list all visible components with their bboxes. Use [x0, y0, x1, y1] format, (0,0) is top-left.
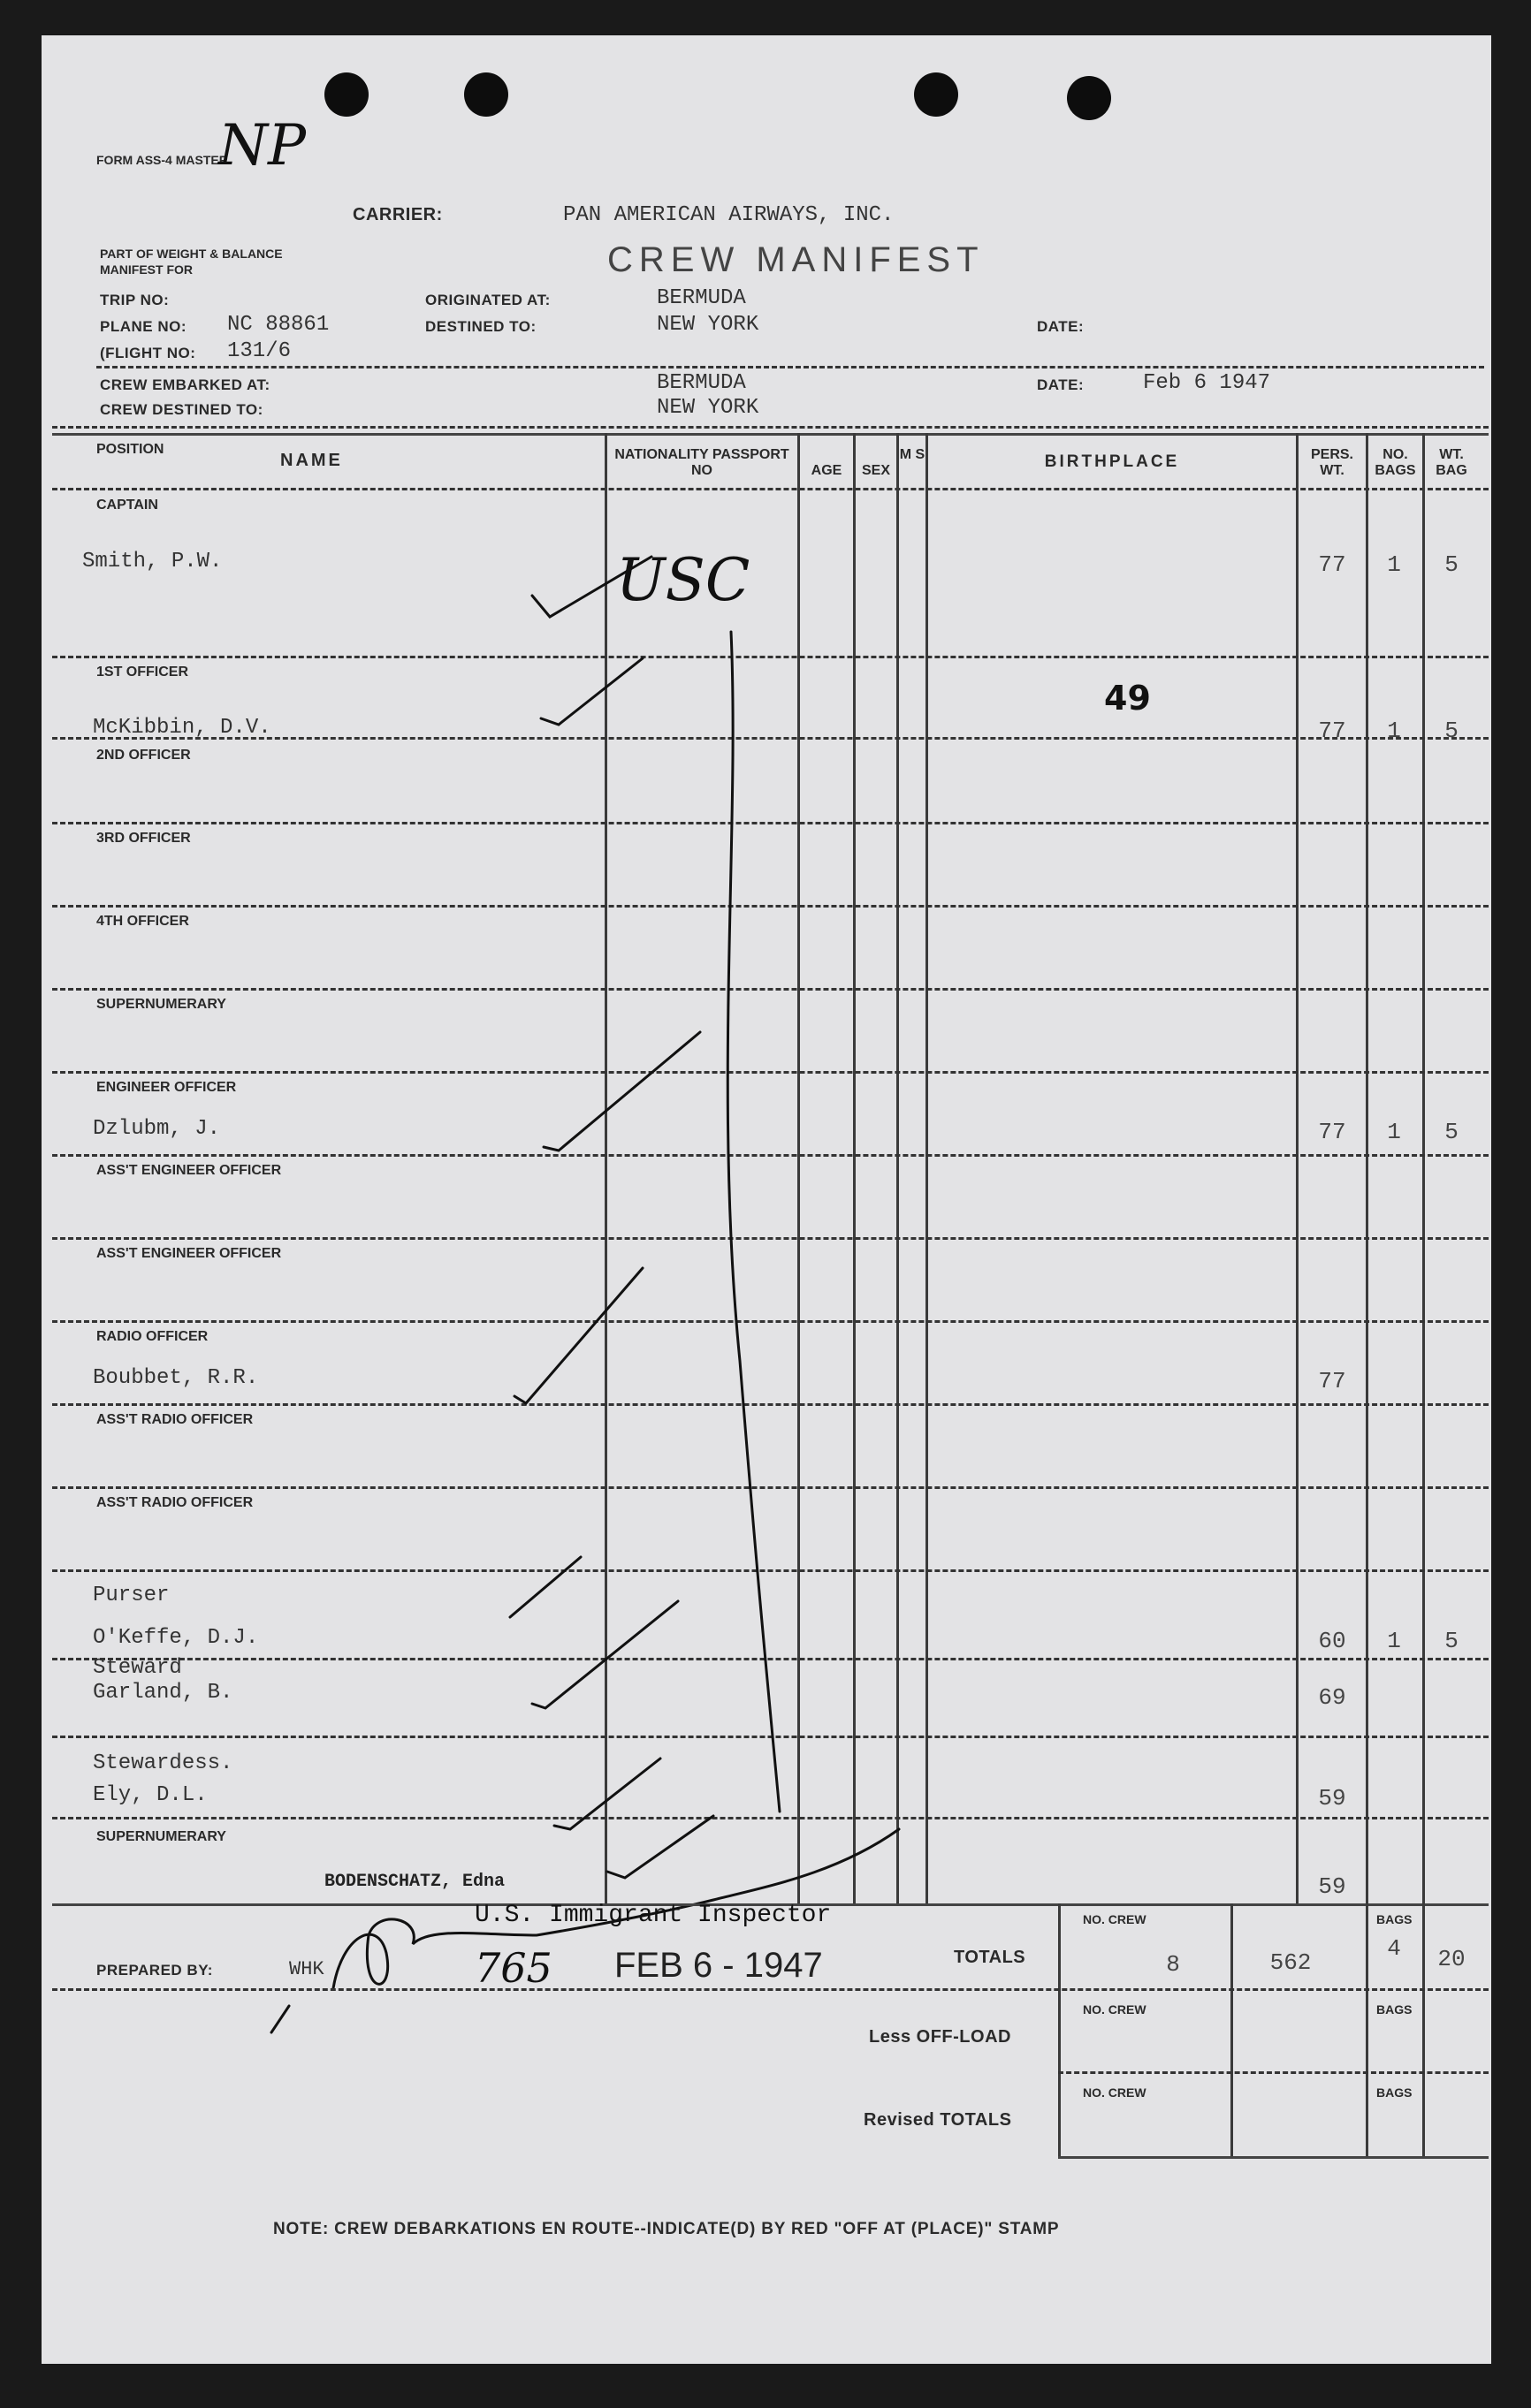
originated-value: BERMUDA: [657, 286, 746, 310]
plane-no-label: PLANE NO:: [100, 318, 187, 335]
stamp-badge: 765: [475, 1944, 552, 1992]
check-mark-icon: [532, 1601, 678, 1708]
handwriting-overlay: [42, 35, 1491, 2364]
row-name: Smith, P.W.: [82, 550, 223, 574]
row-pers-wt: 77: [1318, 551, 1346, 578]
row-position: ASS'T RADIO OFFICER: [96, 1412, 254, 1427]
carrier-label: CARRIER:: [353, 205, 443, 224]
totals-bags: 4: [1387, 1935, 1401, 1962]
row-pers-wt: 59: [1318, 1785, 1346, 1812]
trip-no-label: TRIP NO:: [100, 292, 170, 308]
row-wt-bag: 5: [1444, 718, 1459, 744]
stamp-title: U.S. Immigrant Inspector: [475, 1902, 832, 1929]
row-position: 3RD OFFICER: [96, 831, 191, 846]
row-pers-wt: 60: [1318, 1628, 1346, 1654]
prepared-by-value: WHK: [289, 1958, 324, 1980]
destined-value: NEW YORK: [657, 313, 759, 337]
totals-bag-weight: 20: [1437, 1946, 1466, 1972]
row-position: ASS'T ENGINEER OFFICER: [96, 1163, 282, 1178]
col-wt-bag: WT. BAG: [1436, 447, 1467, 478]
flight-no-label: (FLIGHT NO:: [100, 345, 196, 361]
row-position: 1ST OFFICER: [96, 665, 189, 680]
row-pers-wt: 69: [1318, 1684, 1346, 1711]
handwritten-initials: USC: [616, 546, 750, 614]
date-label: DATE:: [1037, 318, 1085, 335]
row-name: Boubbet, R.R.: [93, 1366, 259, 1390]
col-nationality: NATIONALITY PASSPORT NO: [614, 447, 789, 478]
crew-destined-label: CREW DESTINED TO:: [100, 401, 263, 418]
form-number: FORM ASS-4 MASTER: [96, 153, 228, 167]
prepared-by-label: PREPARED BY:: [96, 1962, 213, 1979]
row-position: Steward: [93, 1656, 182, 1680]
check-mark-icon: [514, 1268, 643, 1403]
revised-totals-label: Revised TOTALS: [864, 2110, 1012, 2130]
row-name: Dzlubm, J.: [93, 1117, 221, 1141]
row-name: McKibbin, D.V.: [93, 716, 271, 740]
row-position: SUPERNUMERARY: [96, 997, 226, 1012]
row-position: Stewardess.: [93, 1751, 233, 1775]
carrier-value: PAN AMERICAN AIRWAYS, INC.: [563, 203, 895, 227]
row-position: ASS'T ENGINEER OFFICER: [96, 1246, 282, 1261]
row-name: BODENSCHATZ, Edna: [324, 1872, 506, 1892]
row-position: Purser: [93, 1584, 170, 1607]
row-no-bags: 1: [1387, 1628, 1401, 1654]
guide-line: [727, 632, 780, 1812]
check-mark-icon: [541, 658, 643, 725]
row-pers-wt: 77: [1318, 1368, 1346, 1394]
bags-label: BAGS: [1376, 1912, 1413, 1926]
check-mark-icon: [510, 1557, 581, 1617]
stamp-date: FEB 6 - 1947: [614, 1946, 823, 1985]
row-position: SUPERNUMERARY: [96, 1829, 226, 1844]
part-of-label: PART OF WEIGHT & BALANCE MANIFEST FOR: [100, 247, 283, 277]
birthplace-number: 49: [1104, 679, 1151, 718]
row-wt-bag: 5: [1444, 551, 1459, 578]
embarked-value: BERMUDA: [657, 371, 746, 395]
col-ms: M S: [899, 447, 925, 462]
totals-label: TOTALS: [954, 1948, 1026, 1967]
originated-label: ORIGINATED AT:: [425, 292, 551, 308]
no-crew-label: NO. CREW: [1083, 2002, 1146, 2017]
check-mark-icon: [607, 1816, 713, 1878]
row-wt-bag: 5: [1444, 1119, 1459, 1145]
crew-destined-value: NEW YORK: [657, 396, 759, 420]
manifest-page: [42, 35, 1491, 2364]
col-pers-wt: PERS. WT.: [1310, 447, 1353, 478]
col-age: AGE: [811, 463, 842, 478]
row-no-bags: 1: [1387, 551, 1401, 578]
row-name: Ely, D.L.: [93, 1783, 208, 1807]
totals-weight: 562: [1269, 1949, 1312, 1976]
bags-label: BAGS: [1376, 2002, 1413, 2017]
note: NOTE: CREW DEBARKATIONS EN ROUTE--INDICATE(D) BY RED "OFF AT (PLACE)" STAMP: [273, 2220, 1060, 2238]
row-no-bags: 1: [1387, 1119, 1401, 1145]
row-position: CAPTAIN: [96, 498, 158, 513]
destined-label: DESTINED TO:: [425, 318, 537, 335]
row-pers-wt: 77: [1318, 1119, 1346, 1145]
row-name: Garland, B.: [93, 1681, 233, 1705]
row-no-bags: 1: [1387, 718, 1401, 744]
row-pers-wt: 77: [1318, 718, 1346, 744]
col-position: POSITION: [96, 442, 164, 457]
page-title: CREW MANIFEST: [607, 240, 985, 279]
row-position: ENGINEER OFFICER: [96, 1080, 237, 1095]
bags-label: BAGS: [1376, 2085, 1413, 2100]
col-name: NAME: [280, 451, 343, 470]
no-crew-label: NO. CREW: [1083, 2085, 1146, 2100]
row-pers-wt: 59: [1318, 1873, 1346, 1900]
row-name: O'Keffe, D.J.: [93, 1626, 259, 1650]
col-birthplace: BIRTHPLACE: [1044, 452, 1180, 471]
check-mark-icon: [544, 1032, 700, 1151]
col-sex: SEX: [861, 463, 890, 478]
embarked-label: CREW EMBARKED AT:: [100, 376, 270, 393]
check-mark-icon: [554, 1759, 660, 1829]
row-position: 4TH OFFICER: [96, 914, 189, 929]
no-crew-label: NO. CREW: [1083, 1912, 1146, 1926]
handwritten-mark: NP: [218, 113, 307, 179]
date2-value: Feb 6 1947: [1143, 371, 1271, 395]
signature-stroke: [271, 2006, 289, 2032]
totals-crew: 8: [1166, 1951, 1180, 1978]
row-wt-bag: 5: [1444, 1628, 1459, 1654]
row-position: 2ND OFFICER: [96, 748, 191, 763]
flight-no-value: 131/6: [227, 339, 292, 363]
row-position: ASS'T RADIO OFFICER: [96, 1495, 254, 1510]
row-position: RADIO OFFICER: [96, 1329, 209, 1344]
col-no-bags: NO. BAGS: [1375, 447, 1416, 478]
plane-no-value: NC 88861: [227, 313, 330, 337]
date2-label: DATE:: [1037, 376, 1085, 393]
offload-label: Less OFF-LOAD: [869, 2027, 1011, 2047]
